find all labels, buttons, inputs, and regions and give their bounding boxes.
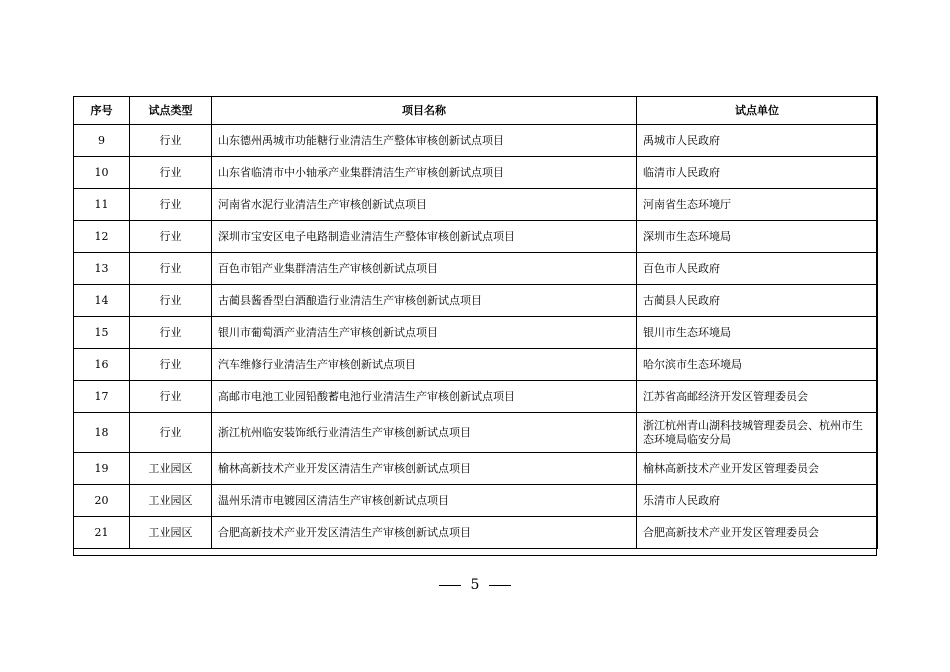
page-number: 5 — [470, 577, 480, 593]
cell-pilot-unit: 哈尔滨市生态环境局 — [637, 349, 878, 381]
cell-pilot-type: 行业 — [130, 189, 212, 221]
cell-pilot-unit: 禹城市人民政府 — [637, 125, 878, 157]
footer-left-dash — [439, 585, 461, 586]
cell-serial-number: 21 — [74, 517, 130, 549]
cell-project-name: 汽车维修行业清洁生产审核创新试点项目 — [212, 349, 637, 381]
cell-serial-number: 11 — [74, 189, 130, 221]
table-row — [74, 453, 878, 485]
cell-pilot-unit: 乐清市人民政府 — [637, 485, 878, 517]
header-pilot-type: 试点类型 — [130, 97, 212, 125]
footer-right-dash — [489, 585, 511, 586]
cell-project-name: 山东省临清市中小轴承产业集群清洁生产审核创新试点项目 — [212, 157, 637, 189]
cell-pilot-type: 行业 — [130, 285, 212, 317]
cell-pilot-unit: 深圳市生态环境局 — [637, 221, 878, 253]
cell-serial-number: 15 — [74, 317, 130, 349]
cell-pilot-type: 行业 — [130, 317, 212, 349]
cell-serial-number: 17 — [74, 381, 130, 413]
cell-serial-number: 18 — [74, 413, 130, 453]
cell-serial-number: 20 — [74, 485, 130, 517]
header-project-name: 项目名称 — [212, 97, 637, 125]
table-row — [74, 349, 878, 381]
cell-project-name: 浙江杭州临安装饰纸行业清洁生产审核创新试点项目 — [212, 413, 637, 453]
cell-pilot-type: 行业 — [130, 221, 212, 253]
header-row — [74, 97, 878, 125]
cell-pilot-type: 行业 — [130, 253, 212, 285]
cell-pilot-type: 行业 — [130, 125, 212, 157]
table-row — [74, 125, 878, 157]
cell-project-name: 银川市葡萄酒产业清洁生产审核创新试点项目 — [212, 317, 637, 349]
cell-pilot-unit: 银川市生态环境局 — [637, 317, 878, 349]
table-row — [74, 517, 878, 549]
cell-pilot-type: 行业 — [130, 381, 212, 413]
cell-serial-number: 14 — [74, 285, 130, 317]
pilot-projects-table — [73, 96, 878, 549]
cell-pilot-type: 工业园区 — [130, 517, 212, 549]
table-row — [74, 381, 878, 413]
cell-pilot-unit: 榆林高新技术产业开发区管理委员会 — [637, 453, 878, 485]
cell-serial-number: 16 — [74, 349, 130, 381]
cell-serial-number: 13 — [74, 253, 130, 285]
cell-pilot-unit: 江苏省高邮经济开发区管理委员会 — [637, 381, 878, 413]
cell-pilot-unit: 合肥高新技术产业开发区管理委员会 — [637, 517, 878, 549]
cell-serial-number: 10 — [74, 157, 130, 189]
table-row — [74, 485, 878, 517]
table-row — [74, 157, 878, 189]
cell-pilot-type: 行业 — [130, 413, 212, 453]
table-row — [74, 253, 878, 285]
cell-project-name: 温州乐清市电镀园区清洁生产审核创新试点项目 — [212, 485, 637, 517]
cell-project-name: 百色市铝产业集群清洁生产审核创新试点项目 — [212, 253, 637, 285]
header-serial-number: 序号 — [74, 97, 130, 125]
cell-pilot-unit: 河南省生态环境厅 — [637, 189, 878, 221]
table-row — [74, 221, 878, 253]
cell-project-name: 合肥高新技术产业开发区清洁生产审核创新试点项目 — [212, 517, 637, 549]
cell-serial-number: 19 — [74, 453, 130, 485]
header-pilot-unit: 试点单位 — [637, 97, 878, 125]
cell-serial-number: 9 — [74, 125, 130, 157]
table-row — [74, 317, 878, 349]
cell-pilot-unit: 临清市人民政府 — [637, 157, 878, 189]
cell-project-name: 河南省水泥行业清洁生产审核创新试点项目 — [212, 189, 637, 221]
page-footer — [0, 576, 950, 594]
cell-project-name: 榆林高新技术产业开发区清洁生产审核创新试点项目 — [212, 453, 637, 485]
table-row — [74, 285, 878, 317]
cell-project-name: 高邮市电池工业园铅酸蓄电池行业清洁生产审核创新试点项目 — [212, 381, 637, 413]
cell-pilot-unit: 浙江杭州青山湖科技城管理委员会、杭州市生态环境局临安分局 — [637, 413, 878, 453]
table-header — [74, 97, 878, 125]
table-row — [74, 413, 878, 453]
cell-serial-number: 12 — [74, 221, 130, 253]
table-row — [74, 189, 878, 221]
cell-pilot-type: 行业 — [130, 157, 212, 189]
cell-pilot-type: 行业 — [130, 349, 212, 381]
cell-pilot-type: 工业园区 — [130, 485, 212, 517]
cell-pilot-unit: 古蔺县人民政府 — [637, 285, 878, 317]
cell-project-name: 古蔺县酱香型白酒酿造行业清洁生产审核创新试点项目 — [212, 285, 637, 317]
table-body — [74, 125, 878, 549]
cell-project-name: 深圳市宝安区电子电路制造业清洁生产整体审核创新试点项目 — [212, 221, 637, 253]
cell-pilot-unit: 百色市人民政府 — [637, 253, 878, 285]
cell-pilot-type: 工业园区 — [130, 453, 212, 485]
cell-project-name: 山东德州禹城市功能糖行业清洁生产整体审核创新试点项目 — [212, 125, 637, 157]
